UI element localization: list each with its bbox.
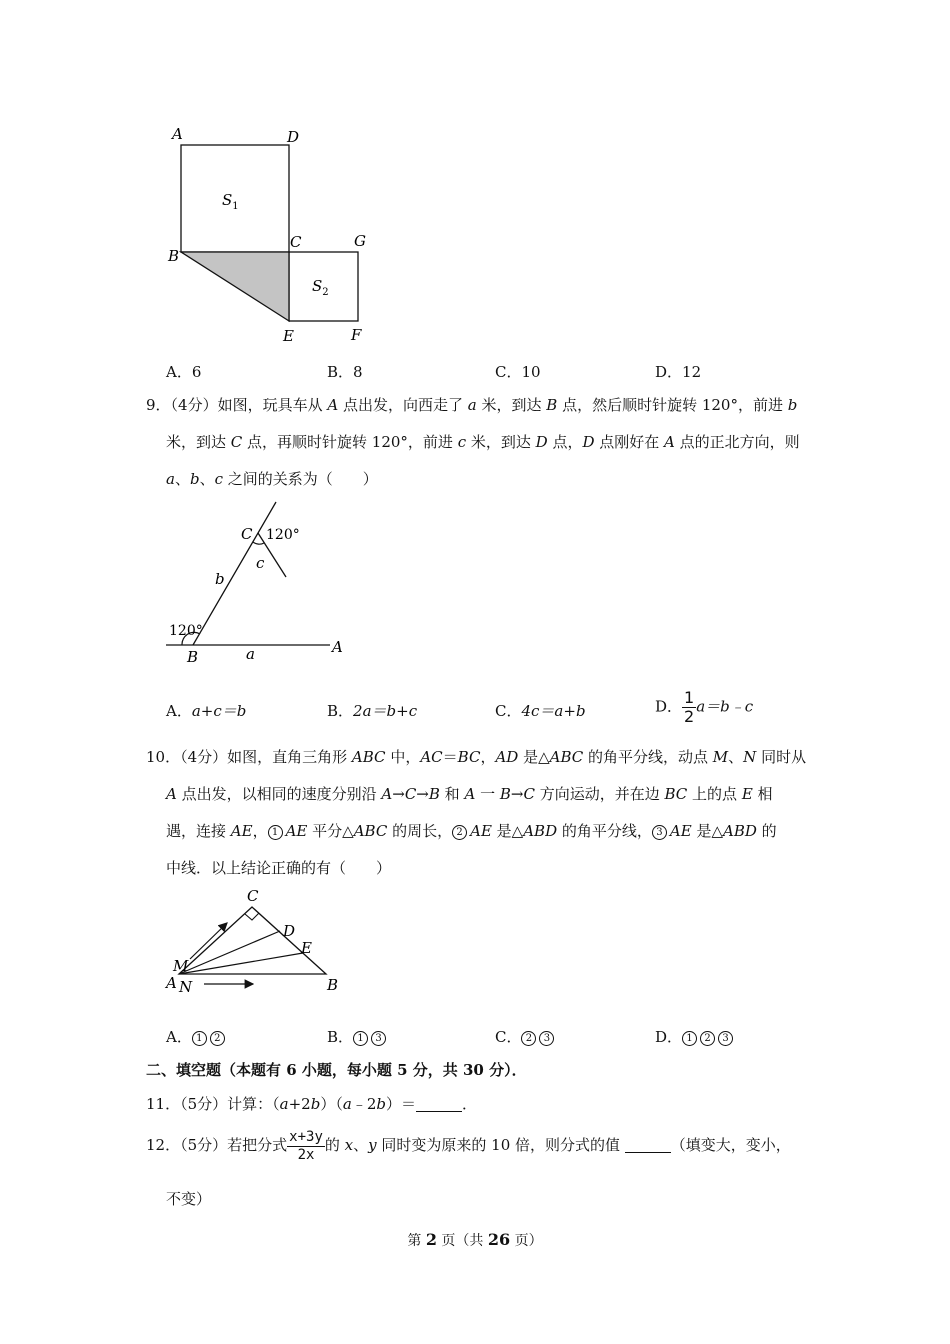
label-D: D <box>283 922 296 940</box>
q11-answer-blank[interactable] <box>416 1097 462 1112</box>
q8-option-c: C．10 <box>495 363 541 381</box>
label-S2: $S_2$ <box>312 277 329 298</box>
q9-option-d: D． $\frac{1}{2}$ a＝b﹣c <box>655 688 754 726</box>
label-C: C <box>290 233 302 251</box>
label-B: B <box>168 247 180 265</box>
label-E: E <box>283 327 294 345</box>
q10-figure <box>160 885 360 1000</box>
q8-option-a: A．6 <box>166 363 202 381</box>
q10-option-b: B． 1 3 <box>327 1026 389 1047</box>
q10-line-1: 10．（4分）如图，直角三角形 ABC 中，AC＝BC，AD 是△ABC 的角平分线，动点 M、N 同时从 <box>146 748 807 766</box>
label-E: E <box>301 939 312 957</box>
label-b: b <box>215 570 225 588</box>
label-A: A <box>172 125 183 143</box>
label-S1: $S_1$ <box>222 191 239 212</box>
angle-arc-c <box>253 542 264 544</box>
right-angle-mark <box>245 913 259 920</box>
q10-option-c: C． 2 3 <box>495 1026 557 1047</box>
label-C: C <box>247 887 259 905</box>
q9-line-1: 9．（4分）如图，玩具车从 A 点出发，向西走了 a 米，到达 B 点，然后顺时针旋转 120°，前进 b <box>146 396 798 414</box>
q10-line-4: 中线．以上结论正确的有（ ） <box>166 859 392 877</box>
label-c: c <box>256 554 265 572</box>
shaded-triangle-bce <box>181 252 289 321</box>
q10-line-2: A 点出发，以相同的速度分别沿 A→C→B 和 A 一 B→C 方向运动，并在边 BC 上的点 E 相 <box>166 785 773 803</box>
section-2-title: 二、填空题（本题有 6 小题，每小题 5 分，共 30 分）． <box>146 1061 527 1079</box>
label-M: M <box>173 957 189 975</box>
segment-ad <box>179 931 280 974</box>
q8-figure <box>160 120 390 350</box>
q12-fraction: $\frac{x+3y}{2x}$ <box>289 1128 323 1163</box>
q10-option-d: D． 1 2 3 <box>655 1026 736 1047</box>
q10-option-a: A． 1 2 <box>166 1026 228 1047</box>
label-F: F <box>351 326 362 344</box>
arrow-m <box>190 923 227 959</box>
q9-option-b: B．2a＝b+c <box>327 702 418 720</box>
label-B: B <box>187 648 199 666</box>
label-N: N <box>179 978 193 996</box>
page-footer: 第 2 页（共 26 页） <box>407 1230 543 1249</box>
q9-option-d-fraction: $\frac{1}{2}$ <box>684 688 695 726</box>
label-B: B <box>327 976 339 994</box>
square-s1 <box>181 145 289 252</box>
q9-option-c: C．4c＝a+b <box>495 702 586 720</box>
label-angle-bottom: 120° <box>169 623 203 639</box>
line-bc-extended <box>193 502 276 645</box>
label-S2-sub: 2 <box>322 287 329 298</box>
label-S1-sub: 1 <box>232 201 239 212</box>
q9-option-a: A．a+c＝b <box>166 702 247 720</box>
label-C: C <box>241 525 253 543</box>
q12-line-1: 12．（5分）若把分式 $\frac{x+3y}{2x}$ 的 x、y 同时变为原来的 10 倍，则分式的值 （填变大，变小， <box>146 1128 791 1163</box>
q9-figure <box>160 495 360 670</box>
label-A: A <box>166 974 177 992</box>
q9-line-2: 米，到达 C 点，再顺时针旋转 120°，前进 c 米，到达 D 点，D 点刚好在 A 点的正北方向，则 <box>166 433 800 451</box>
q8-option-b: B．8 <box>327 363 363 381</box>
label-angle-top: 120° <box>266 527 300 543</box>
q12-answer-blank[interactable] <box>625 1138 671 1153</box>
q8-option-d: D．12 <box>655 363 702 381</box>
label-G: G <box>354 232 366 250</box>
q11-line: 11．（5分）计算：（a+2b）（a﹣2b）＝ ． <box>146 1095 477 1113</box>
q12-line-2: 不变） <box>166 1190 212 1208</box>
q9-line-3: a、b、c 之间的关系为（ ） <box>166 470 378 488</box>
label-a: a <box>246 645 255 663</box>
label-A: A <box>332 638 343 656</box>
q10-line-3: 遇，连接 AE， 1 AE 平分△ABC 的周长， 2 AE 是△ABD 的角平分线， 3 AE 是△ABD 的 <box>166 822 777 840</box>
label-D: D <box>287 128 300 146</box>
